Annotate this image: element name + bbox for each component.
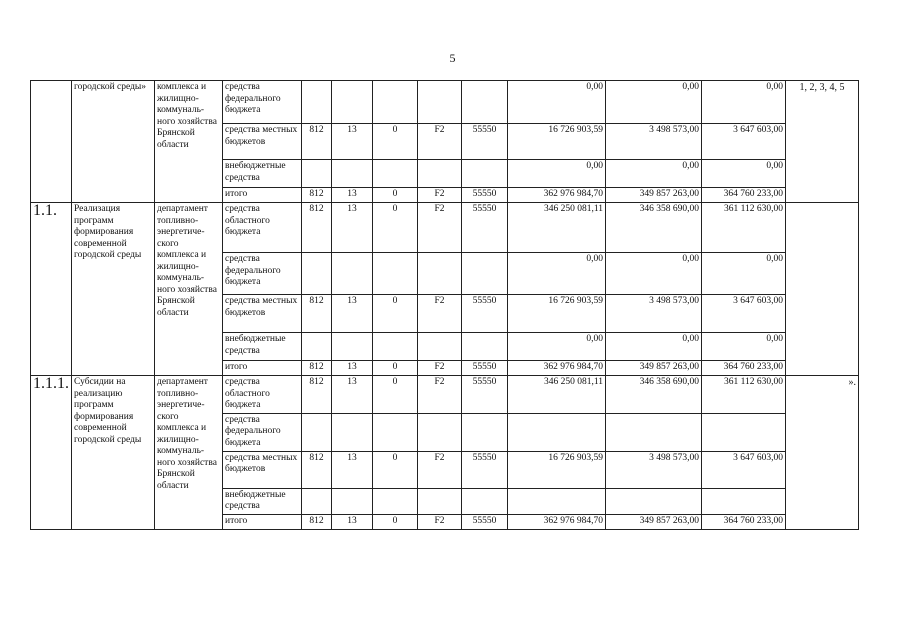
amount-cell <box>508 488 606 514</box>
amount-cell: 346 358 690,00 <box>606 203 702 253</box>
amount-cell: 0,00 <box>606 253 702 295</box>
pr-cell: 0 <box>373 124 418 160</box>
pr-cell <box>373 488 418 514</box>
grbs-cell <box>302 160 332 188</box>
end-mark-cell: ». <box>786 376 859 530</box>
grbs-cell: 812 <box>302 124 332 160</box>
amount-cell: 0,00 <box>606 160 702 188</box>
table-row <box>31 376 859 414</box>
source-cell: средства федерального бюджета <box>223 253 302 295</box>
csr1-cell: F2 <box>418 188 462 203</box>
csr2-cell <box>462 160 508 188</box>
amount-cell: 0,00 <box>702 253 786 295</box>
section-1-1 <box>31 203 859 376</box>
amount-cell: 0,00 <box>508 81 606 124</box>
amount-cell: 0,00 <box>606 81 702 124</box>
grbs-cell: 812 <box>302 451 332 488</box>
grbs-cell: 812 <box>302 361 332 376</box>
amount-cell <box>606 488 702 514</box>
rz-cell: 13 <box>332 188 373 203</box>
amount-cell: 0,00 <box>702 333 786 361</box>
grbs-cell <box>302 81 332 124</box>
pr-cell: 0 <box>373 361 418 376</box>
item-number-cell <box>31 81 72 203</box>
grbs-cell <box>302 413 332 451</box>
csr2-cell: 55550 <box>462 514 508 529</box>
section-1-1-1 <box>31 376 859 530</box>
amount-cell: 349 857 263,00 <box>606 188 702 203</box>
amount-cell: 3 647 603,00 <box>702 124 786 160</box>
source-cell: итого <box>223 188 302 203</box>
csr2-cell: 55550 <box>462 361 508 376</box>
amount-cell: 362 976 984,70 <box>508 361 606 376</box>
executor-cell: департамент топливно-энергетиче-ского комплекса и жилищно-коммуналь-ного хозяйства Брянской области <box>155 203 223 376</box>
csr2-cell: 55550 <box>462 124 508 160</box>
pr-cell: 0 <box>373 451 418 488</box>
page-number: 5 <box>449 51 456 65</box>
amount-cell: 364 760 233,00 <box>702 361 786 376</box>
amount-cell: 361 112 630,00 <box>702 203 786 253</box>
amount-cell <box>508 413 606 451</box>
amount-cell: 362 976 984,70 <box>508 188 606 203</box>
csr1-cell: F2 <box>418 376 462 414</box>
rz-cell: 13 <box>332 514 373 529</box>
source-cell: средства федерального бюджета <box>223 413 302 451</box>
csr2-cell <box>462 333 508 361</box>
csr1-cell: F2 <box>418 124 462 160</box>
rz-cell: 13 <box>332 295 373 333</box>
grbs-cell: 812 <box>302 514 332 529</box>
csr2-cell: 55550 <box>462 295 508 333</box>
csr2-cell: 55550 <box>462 451 508 488</box>
amount-cell: 16 726 903,59 <box>508 295 606 333</box>
pr-cell <box>373 160 418 188</box>
csr1-cell <box>418 160 462 188</box>
amount-cell: 3 498 573,00 <box>606 295 702 333</box>
pr-cell <box>373 413 418 451</box>
amount-cell: 3 498 573,00 <box>606 124 702 160</box>
grbs-cell <box>302 488 332 514</box>
csr2-cell <box>462 488 508 514</box>
source-cell: средства местных бюджетов <box>223 451 302 488</box>
csr2-cell <box>462 413 508 451</box>
csr1-cell <box>418 488 462 514</box>
top-group <box>31 81 859 203</box>
amount-cell: 0,00 <box>702 160 786 188</box>
item-name-cell: Субсидии на реализацию программ формирования современной городской среды <box>72 376 155 530</box>
amount-cell: 0,00 <box>606 333 702 361</box>
item-number-cell: 1.1. <box>31 203 72 376</box>
pr-cell <box>373 81 418 124</box>
source-cell: средства областного бюджета <box>223 376 302 414</box>
amount-cell: 3 647 603,00 <box>702 295 786 333</box>
csr2-cell <box>462 81 508 124</box>
rz-cell <box>332 413 373 451</box>
rz-cell: 13 <box>332 124 373 160</box>
amount-cell: 364 760 233,00 <box>702 188 786 203</box>
rz-cell: 13 <box>332 361 373 376</box>
pr-cell: 0 <box>373 376 418 414</box>
csr1-cell <box>418 333 462 361</box>
note-cell <box>786 203 859 376</box>
item-name-cell: городской среды» <box>72 81 155 203</box>
amount-cell: 362 976 984,70 <box>508 514 606 529</box>
csr1-cell: F2 <box>418 203 462 253</box>
rz-cell <box>332 160 373 188</box>
note-cell: 1, 2, 3, 4, 5 <box>786 81 859 203</box>
csr1-cell <box>418 413 462 451</box>
amount-cell: 349 857 263,00 <box>606 514 702 529</box>
csr1-cell <box>418 253 462 295</box>
item-name-cell: Реализация программ формирования современной городской среды <box>72 203 155 376</box>
amount-cell <box>702 488 786 514</box>
pr-cell <box>373 333 418 361</box>
grbs-cell <box>302 253 332 295</box>
rz-cell <box>332 253 373 295</box>
amount-cell: 0,00 <box>702 81 786 124</box>
executor-cell: комплекса и жилищно-коммуналь-ного хозяйства Брянской области <box>155 81 223 203</box>
csr2-cell: 55550 <box>462 376 508 414</box>
grbs-cell: 812 <box>302 376 332 414</box>
source-cell: внебюджетные средства <box>223 488 302 514</box>
pr-cell: 0 <box>373 514 418 529</box>
grbs-cell: 812 <box>302 295 332 333</box>
amount-cell: 3 647 603,00 <box>702 451 786 488</box>
amount-cell: 346 358 690,00 <box>606 376 702 414</box>
source-cell: внебюджетные средства <box>223 333 302 361</box>
source-cell: средства местных бюджетов <box>223 124 302 160</box>
rz-cell: 13 <box>332 203 373 253</box>
csr1-cell: F2 <box>418 451 462 488</box>
source-cell: итого <box>223 514 302 529</box>
amount-cell <box>606 413 702 451</box>
rz-cell <box>332 81 373 124</box>
amount-cell: 346 250 081,11 <box>508 203 606 253</box>
pr-cell <box>373 253 418 295</box>
executor-cell: департамент топливно-энергетиче-ского комплекса и жилищно-коммуналь-ного хозяйства Брянской области <box>155 376 223 530</box>
csr2-cell <box>462 253 508 295</box>
rz-cell: 13 <box>332 451 373 488</box>
csr1-cell <box>418 81 462 124</box>
amount-cell: 0,00 <box>508 160 606 188</box>
grbs-cell: 812 <box>302 203 332 253</box>
csr2-cell: 55550 <box>462 203 508 253</box>
grbs-cell <box>302 333 332 361</box>
source-cell: средства областного бюджета <box>223 203 302 253</box>
table-row <box>31 203 859 253</box>
amount-cell: 0,00 <box>508 333 606 361</box>
csr1-cell: F2 <box>418 514 462 529</box>
budget-table <box>30 80 859 530</box>
amount-cell: 346 250 081,11 <box>508 376 606 414</box>
pr-cell: 0 <box>373 295 418 333</box>
csr1-cell: F2 <box>418 295 462 333</box>
pr-cell: 0 <box>373 188 418 203</box>
rz-cell <box>332 333 373 361</box>
csr2-cell: 55550 <box>462 188 508 203</box>
source-cell: средства федерального бюджета <box>223 81 302 124</box>
amount-cell: 16 726 903,59 <box>508 451 606 488</box>
amount-cell: 361 112 630,00 <box>702 376 786 414</box>
source-cell: итого <box>223 361 302 376</box>
amount-cell: 16 726 903,59 <box>508 124 606 160</box>
csr1-cell: F2 <box>418 361 462 376</box>
amount-cell <box>702 413 786 451</box>
rz-cell <box>332 488 373 514</box>
rz-cell: 13 <box>332 376 373 414</box>
source-cell: средства местных бюджетов <box>223 295 302 333</box>
amount-cell: 349 857 263,00 <box>606 361 702 376</box>
table-row <box>31 81 859 124</box>
amount-cell: 364 760 233,00 <box>702 514 786 529</box>
item-number-cell: 1.1.1. <box>31 376 72 530</box>
source-cell: внебюджетные средства <box>223 160 302 188</box>
amount-cell: 3 498 573,00 <box>606 451 702 488</box>
pr-cell: 0 <box>373 203 418 253</box>
amount-cell: 0,00 <box>508 253 606 295</box>
grbs-cell: 812 <box>302 188 332 203</box>
